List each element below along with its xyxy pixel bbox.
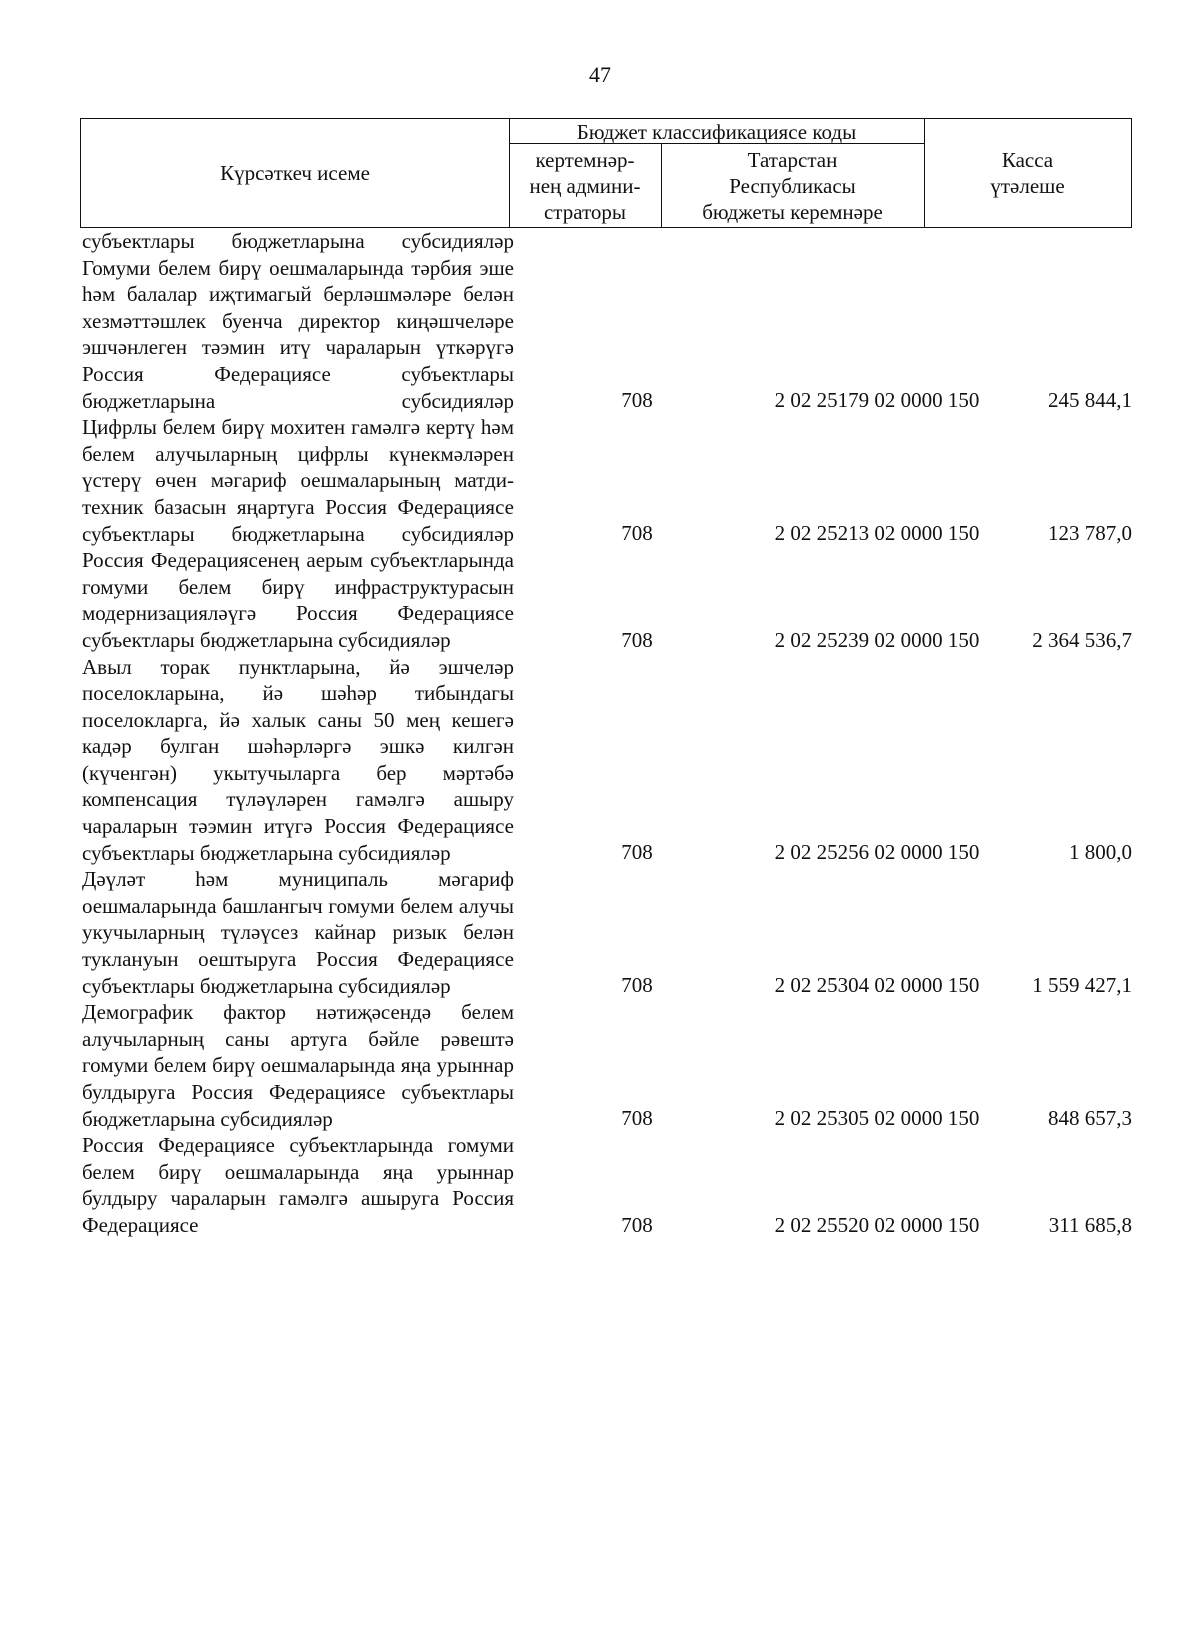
header-revenue-column: Татарстан Республикасы бюджеты керемнәре (702, 147, 883, 224)
row-amount: 123 787,0 (1048, 521, 1132, 546)
row-amount: 1 800,0 (1069, 840, 1132, 865)
row-description: Авыл торак пунктларына, йә эшчеләр поселокларына, йә шәһәр тибындагы поселокларга, йә халык саны 50 мең кешегә кадәр булган шәһәрләргә эшкә килгән (күченгән) укытучыларга бер мәртәбә компенсация түләүләрен гамәлгә ашыру чараларын тәэмин итүгә Россия Федерациясе субъектлары бюджетларына субсидияләр (82, 654, 514, 865)
row-budget-code: 2 02 25213 02 0000 150 (774, 521, 980, 546)
header-admin-column: кертемнәр- нең админи- страторы (529, 147, 641, 224)
table-row (82, 255, 1132, 415)
row-description: Россия Федерациясенең аерым субъектларында гомуми белем бирү инфраструктурасын модернизацияләүгә Россия Федерациясе субъектлары бюджетларына субсидияләр (82, 548, 514, 652)
table-row (82, 228, 1132, 255)
row-budget-code: 2 02 25304 02 0000 150 (774, 973, 980, 998)
row-description: субъектлары бюджетларына субсидияләр (82, 229, 514, 253)
row-amount: 848 657,3 (1048, 1106, 1132, 1131)
table-row (82, 547, 1132, 653)
header-cash-column: Касса үтәлеше (990, 148, 1065, 198)
row-budget-code: 2 02 25239 02 0000 150 (774, 627, 980, 652)
row-admin-code: 708 (621, 627, 653, 652)
row-admin-code: 708 (621, 521, 653, 546)
table-row (82, 1132, 1132, 1238)
row-amount: 1 559 427,1 (1032, 973, 1132, 998)
table-body (82, 228, 1132, 1239)
row-description: Демографик фактор нәтиҗәсендә белем алучыларның саны артуга бәйле рәвештә гомуми белем бирү оешмаларында яңа урыннар булдыруга Россия Федерациясе субъектлары бюджетларына субсидияләр (82, 1000, 514, 1131)
row-description: Дәүләт һәм муниципаль мәгариф оешмаларында башлангыч гомуми белем алучы укучыларның түләүсез кайнар ризык белән туклануын оештыруга Россия Федерациясе субъектлары бюджетларына субсидияләр (82, 867, 514, 998)
page-number: 47 (589, 62, 611, 87)
row-admin-code: 708 (621, 388, 653, 413)
row-admin-code: 708 (621, 973, 653, 998)
row-admin-code: 708 (621, 1212, 653, 1237)
row-amount: 2 364 536,7 (1032, 627, 1132, 652)
row-description: Цифрлы белем бирү мохитен гамәлгә кертү һәм белем алучыларның цифрлы күнекмәләрен үстерү өчен мәгариф оешмаларының матди-техник базасын яңартуга Россия Федерациясе субъектлары бюджетларына субсидияләр (82, 415, 514, 546)
row-amount: 245 844,1 (1048, 388, 1132, 413)
row-budget-code: 2 02 25256 02 0000 150 (774, 840, 980, 865)
table-row (82, 999, 1132, 1132)
table-row (82, 414, 1132, 547)
table-row (82, 654, 1132, 867)
header-budget-codes: Бюджет классификациясе коды (576, 119, 857, 144)
row-budget-code: 2 02 25520 02 0000 150 (774, 1212, 980, 1237)
row-description: Россия Федерациясе субъектларында гомуми белем бирү оешмаларында яңа урыннар булдыру чараларын гамәлгә ашыруга Россия Федерациясе (82, 1133, 514, 1237)
table-header (80, 118, 1132, 228)
table-row (82, 866, 1132, 999)
header-name-column: Күрсәткеч исеме (220, 161, 370, 185)
row-admin-code: 708 (621, 1106, 653, 1131)
row-amount: 311 685,8 (1048, 1212, 1132, 1237)
row-budget-code: 2 02 25179 02 0000 150 (774, 388, 980, 413)
row-description: Гомуми белем бирү оешмаларында тәрбия эше һәм балалар иҗтимагый берләшмәләре белән хезмәттәшлек буенча директор киңәшчеләре эшчәнлеген тәэмин итү чараларын үткәрүгә Россия Федерациясе субъектлары бюджетларына субсидияләр (82, 255, 514, 413)
row-budget-code: 2 02 25305 02 0000 150 (774, 1106, 980, 1131)
row-admin-code: 708 (621, 840, 653, 865)
